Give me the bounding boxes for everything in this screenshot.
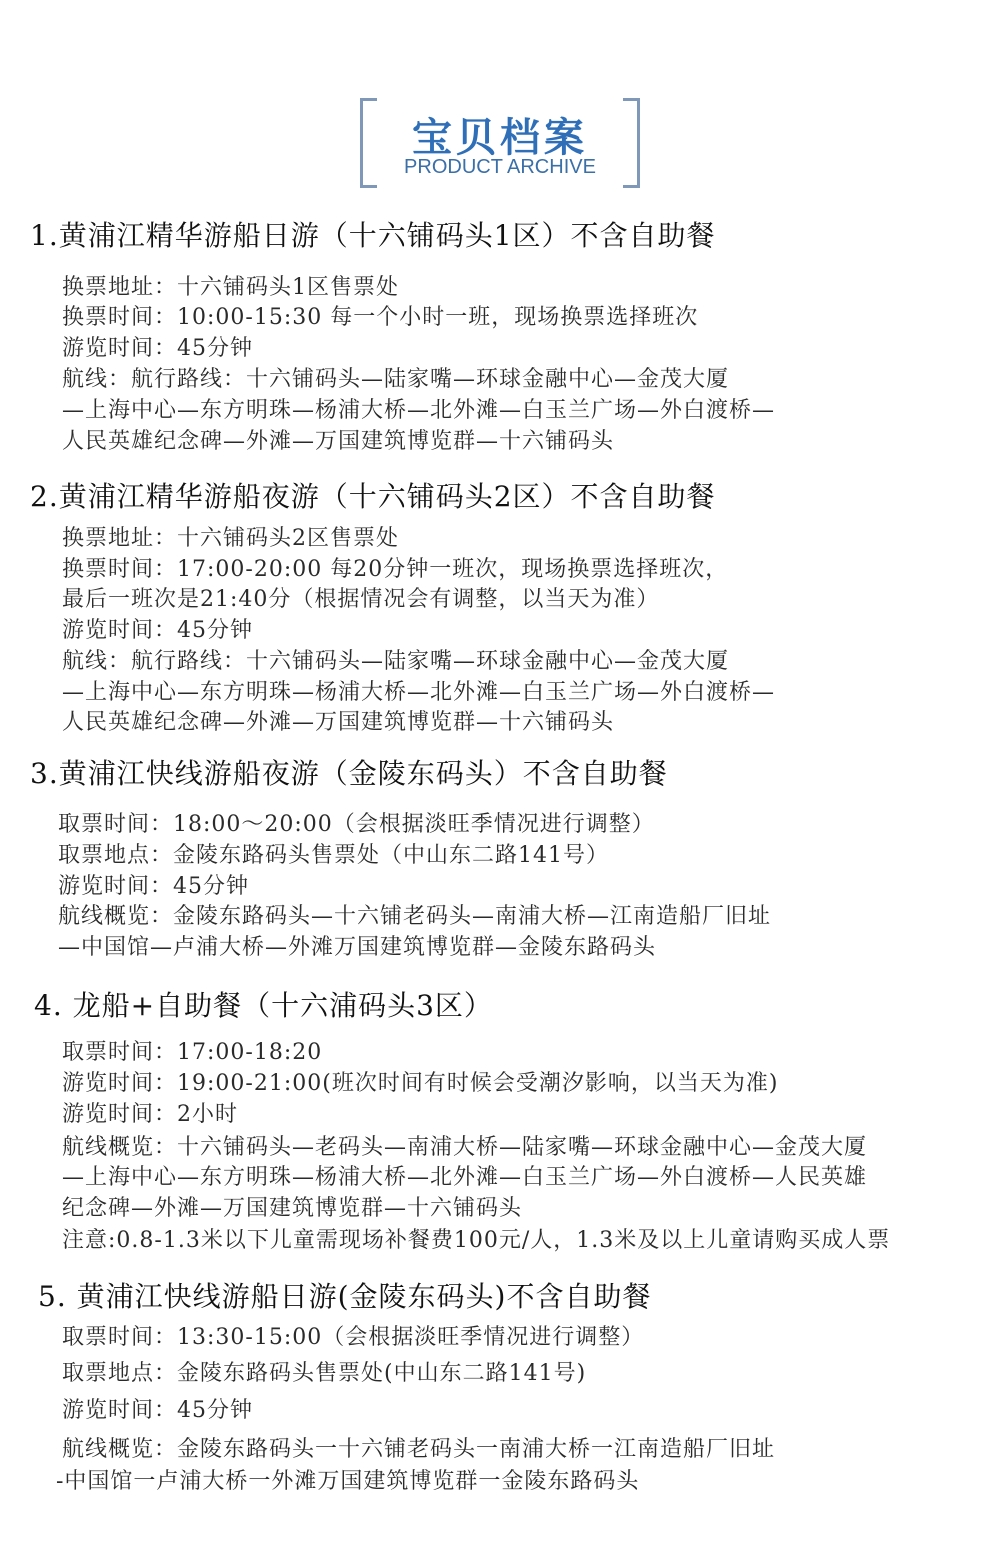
- section-2-line: 换票时间：17:00-20:00 每20分钟一班次，现场换票选择班次，: [62, 557, 729, 582]
- section-1-line: 游览时间：45分钟: [62, 336, 253, 361]
- section-3-line: 取票时间：18:00～20:00（会根据淡旺季情况进行调整）: [58, 812, 655, 837]
- section-5-title: 5. 黄浦江快线游船日游(金陵东码头)不含自助餐: [38, 1280, 652, 1313]
- section-3-title: 3.黄浦江快线游船夜游（金陵东码头）不含自助餐: [30, 757, 668, 790]
- section-4-line: 纪念碑—外滩—万国建筑博览群—十六铺码头: [62, 1196, 523, 1221]
- section-2-line: 游览时间：45分钟: [62, 618, 253, 643]
- section-1-line: —上海中心—东方明珠—杨浦大桥—北外滩—白玉兰广场—外白渡桥—: [62, 398, 776, 423]
- section-5-line: 航线概览：金陵东路码头一十六铺老码头一南浦大桥一江南造船厂旧址: [62, 1437, 776, 1462]
- section-4-line: 取票时间：17:00-18:20: [62, 1040, 323, 1065]
- section-3-line: 取票地点：金陵东路码头售票处（中山东二路141号）: [58, 843, 609, 868]
- section-5-line: 取票时间：13:30-15:00（会根据淡旺季情况进行调整）: [62, 1325, 645, 1350]
- section-2-line: 最后一班次是21:40分（根据情况会有调整，以当天为准）: [62, 587, 660, 612]
- section-5-line: -中国馆一卢浦大桥一外滩万国建筑博览群一金陵东路码头: [56, 1469, 640, 1494]
- section-2-line: 换票地址：十六铺码头2区售票处: [62, 526, 399, 551]
- section-3-line: 航线概览：金陵东路码头—十六铺老码头—南浦大桥—江南造船厂旧址: [58, 904, 772, 929]
- archive-header: [360, 98, 640, 184]
- section-1-title: 1.黄浦江精华游船日游（十六铺码头1区）不含自助餐: [30, 219, 716, 252]
- section-2-line: 人民英雄纪念碑—外滩—万国建筑博览群—十六铺码头: [62, 710, 615, 735]
- section-4-line: 注意:0.8-1.3米以下儿童需现场补餐费100元/人，1.3米及以上儿童请购买成人票: [62, 1228, 891, 1253]
- section-4-title: 4. 龙船+自助餐（十六浦码头3区）: [34, 989, 493, 1022]
- section-4-line: —上海中心—东方明珠—杨浦大桥—北外滩—白玉兰广场—外白渡桥—人民英雄: [62, 1165, 868, 1190]
- section-2-title: 2.黄浦江精华游船夜游（十六铺码头2区）不含自助餐: [30, 480, 716, 513]
- section-4-line: 游览时间：19:00-21:00(班次时间有时候会受潮汐影响，以当天为准): [62, 1071, 779, 1096]
- section-5-line: 取票地点：金陵东路码头售票处(中山东二路141号): [62, 1361, 587, 1386]
- section-2-line: 航线：航行路线：十六铺码头—陆家嘴—环球金融中心—金茂大厦: [62, 649, 730, 674]
- section-1-line: 换票地址：十六铺码头1区售票处: [62, 275, 399, 300]
- section-5-line: 游览时间：45分钟: [62, 1398, 253, 1423]
- section-3-line: 游览时间：45分钟: [58, 874, 249, 899]
- archive-title-en: PRODUCT ARCHIVE: [404, 156, 596, 178]
- section-1-line: 换票时间：10:00-15:30 每一个小时一班，现场换票选择班次: [62, 305, 699, 330]
- section-1-line: 航线：航行路线：十六铺码头—陆家嘴—环球金融中心—金茂大厦: [62, 367, 730, 392]
- section-3-line: —中国馆—卢浦大桥—外滩万国建筑博览群—金陵东路码头: [58, 935, 657, 960]
- section-4-line: 游览时间：2小时: [62, 1102, 238, 1127]
- archive-title-cn: 宝贝档案: [412, 115, 588, 161]
- section-2-line: —上海中心—东方明珠—杨浦大桥—北外滩—白玉兰广场—外白渡桥—: [62, 680, 776, 705]
- section-4-line: 航线概览：十六铺码头—老码头—南浦大桥—陆家嘴—环球金融中心—金茂大厦: [62, 1135, 868, 1160]
- section-1-line: 人民英雄纪念碑—外滩—万国建筑博览群—十六铺码头: [62, 429, 615, 454]
